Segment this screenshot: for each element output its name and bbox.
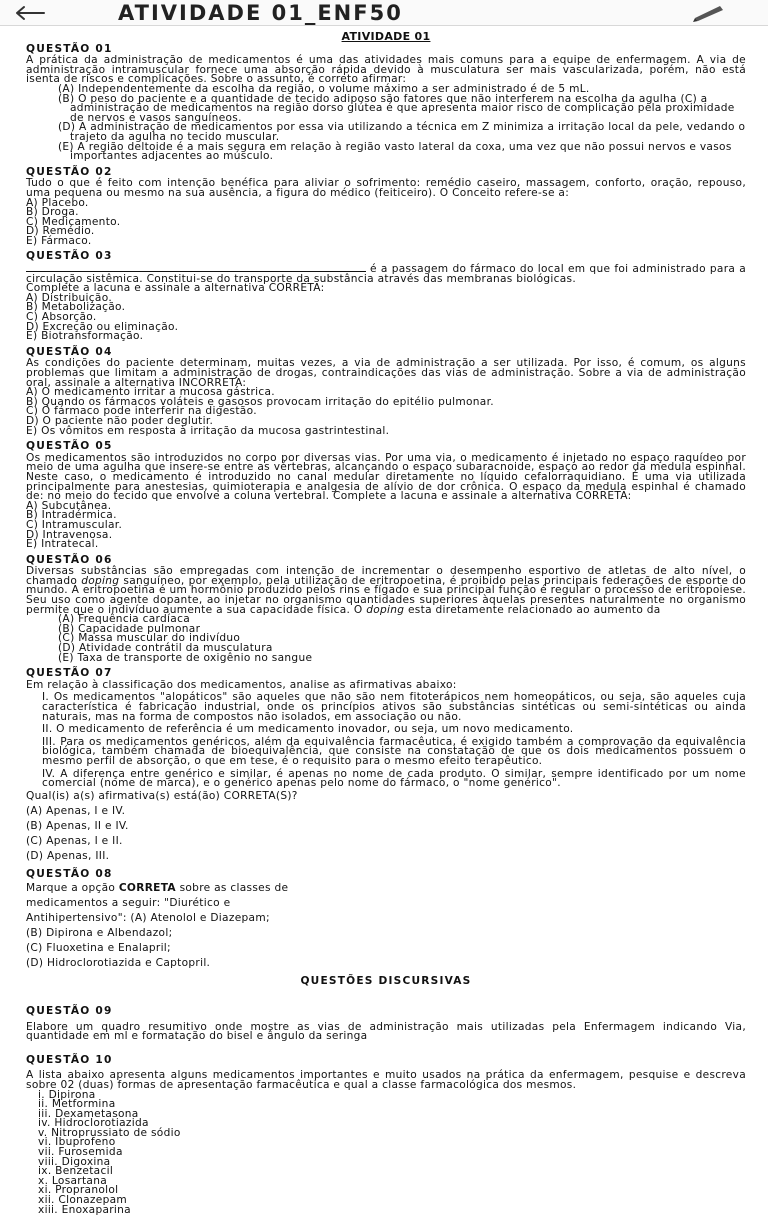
question-08 bbox=[26, 867, 746, 972]
option-a: A) Placebo. bbox=[26, 196, 89, 209]
question-heading: QUESTÃO 10 bbox=[26, 1053, 113, 1066]
question-instruction: Complete a lacuna e assinale a alternativa CORRETA: bbox=[26, 282, 325, 295]
back-arrow-icon bbox=[15, 6, 45, 20]
option-e: E) Biotransformação. bbox=[26, 330, 144, 343]
statement-ii: II. O medicamento de referência é um medicamento inovador, ou seja, um novo medicamento. bbox=[42, 723, 574, 736]
list-item: iv. Hidroclorotiazida bbox=[38, 1117, 149, 1130]
question-02 bbox=[26, 165, 746, 247]
statement-iv: IV. A diferença entre genérico e similar, é apenas no nome de cada produto. O similar, sempre identificado por um nome comercial (nome de marca), e o genérico apenas pelo nome do fármaco, o "nome genérico". bbox=[42, 767, 746, 790]
question-text: Em relação à classificação dos medicamentos, analise as afirmativas abaixo: bbox=[26, 678, 457, 691]
question-text bbox=[26, 264, 746, 284]
option-b: B) Metabolização. bbox=[26, 301, 126, 314]
question-heading: QUESTÃO 04 bbox=[26, 345, 113, 358]
page-title: ATIVIDADE 01 bbox=[341, 30, 431, 43]
option-a: A) O medicamento irritar a mucosa gástrica. bbox=[26, 386, 275, 399]
option-b: B) Droga. bbox=[26, 206, 79, 219]
question-03 bbox=[26, 252, 746, 341]
question-heading: QUESTÃO 02 bbox=[26, 165, 113, 178]
option-c: (C) Fluoxetina e Enalapril; bbox=[26, 942, 171, 955]
option-e: E) Intratecal. bbox=[26, 538, 99, 551]
list-item: x. Losartana bbox=[38, 1174, 108, 1187]
statement-iii: III. Para os medicamentos genéricos, além da equivalência farmacêutica, é exigido também a comprovação da equivalência biológica, também chamada de bioequivalência, que consiste na constatação de que os dois medicamentos possuem o mesmo perfil de absorção, o que em tese, é o requisito para o mesmo efeito terapêutico. bbox=[42, 735, 746, 767]
list-item: xiii. Enoxaparina bbox=[38, 1203, 131, 1216]
option-d: D) Intravenosa. bbox=[26, 528, 113, 541]
option-a: (A) Frequência cardíaca bbox=[58, 613, 191, 626]
list-item: xii. Clonazepam bbox=[38, 1194, 128, 1207]
emphasis-correta: CORRETA bbox=[118, 882, 176, 895]
option-c: (C) Massa muscular do indivíduo bbox=[58, 632, 241, 645]
question-text-part: é a passagem do fármaco do local em que foi administrado para a circulação sistêmica. Constitui-se do transporte da substância através das membranas biológicas. bbox=[26, 263, 746, 285]
list-item: v. Nitroprussiato de sódio bbox=[38, 1126, 181, 1139]
back-button[interactable] bbox=[0, 0, 60, 26]
option-b: (B) Dipirona e Albendazol; bbox=[26, 927, 173, 940]
question-09 bbox=[26, 1004, 746, 1043]
question-text bbox=[26, 881, 746, 896]
blank-line bbox=[26, 264, 366, 272]
question-text: Tudo o que é feito com intenção benéfica para aliviar o sofrimento: remédio caseiro, massagem, conforto, oração, repouso, uma pequena ou mesmo na sua ausência, a figura do médico (feiticeiro). O Conceito refere-se a: bbox=[26, 177, 746, 199]
question-heading: QUESTÃO 06 bbox=[26, 553, 113, 566]
option-d: (D) Apenas, III. bbox=[26, 849, 110, 862]
list-item: ix. Benzetacil bbox=[38, 1165, 114, 1178]
question-text-part: Diversas substâncias são empregadas com intenção de incrementar o desempenho esportivo de atletas de alto nível, o chamado bbox=[26, 565, 746, 587]
list-item: vii. Furosemida bbox=[38, 1146, 123, 1159]
question-01 bbox=[26, 42, 746, 163]
option-a: (A) Independentemente da escolha da região, o volume máximo a ser administrado é de 5 mL. bbox=[58, 82, 590, 95]
edit-button[interactable] bbox=[692, 2, 726, 24]
pen-icon bbox=[692, 2, 726, 24]
question-text: A prática da administração de medicamentos é uma das atividades mais comuns para a equipe de enfermagem. A via de administração intramuscular fornece uma absorção rápida devido à musculatura ser mais vascularizada, porém, não está isenta de riscos e complicações. Sobre o assunto, é correto afirmar: bbox=[26, 54, 746, 86]
option-a: A) Distribuição. bbox=[26, 291, 112, 304]
question-heading: QUESTÃO 05 bbox=[26, 440, 113, 453]
option-c: C) Absorção. bbox=[26, 311, 97, 324]
option-e: (E) A região deltoide é a mais segura em relação à região vasto lateral da coxa, uma vez que não possui nervos e vasos importantes adjacentes ao músculo. bbox=[58, 140, 732, 163]
document-title-bar: ATIVIDADE 01_ENF50 bbox=[118, 0, 403, 25]
medication-list bbox=[26, 1088, 746, 1216]
top-app-bar bbox=[0, 0, 768, 26]
option-b: B) Quando os fármacos voláteis e gasosos provocam irritação do epitélio pulmonar. bbox=[26, 395, 494, 408]
question-heading: QUESTÃO 03 bbox=[26, 250, 113, 263]
list-item: ii. Metformina bbox=[38, 1098, 116, 1111]
question-heading: QUESTÃO 01 bbox=[26, 42, 113, 55]
question-04 bbox=[26, 345, 746, 437]
option-c: (C) Apenas, I e II. bbox=[26, 834, 123, 847]
question-05 bbox=[26, 442, 746, 550]
option-b: B) Intradérmica. bbox=[26, 509, 117, 522]
option-e: E) Os vômitos em resposta à irritação da mucosa gastrintestinal. bbox=[26, 424, 390, 437]
question-10 bbox=[26, 1053, 746, 1216]
question-text: As condições do paciente determinam, muitas vezes, a via de administração a ser utilizada. Por isso, é comum, os alguns problemas que limitam a administração de drogas, contraindicações das vias de administração. Sobre a via de administração oral, assinale a alternativa INCORRETA: bbox=[26, 357, 746, 389]
option-d: (D) Hidroclorotiazida e Captopril. bbox=[26, 957, 211, 970]
question-07 bbox=[26, 669, 746, 864]
question-ask: Qual(is) a(s) afirmativa(s) está(ão) CORRETA(S)? bbox=[26, 789, 298, 802]
question-text-part: Marque a opção bbox=[26, 882, 119, 895]
question-text: Os medicamentos são introduzidos no corpo por diversas vias. Por uma via, o medicamento é injetado no espaço raquídeo por meio de uma agulha que insere-se entre as vértebras, alcançando o espaço subaracnoide, espaço ao redor da medula espinhal. Neste caso, o medicamento é introduzido no canal medular diretamente no líquido cefalorraquidiano. É uma via utilizada principalmente para anestesias, quimioterapia e analgesia de alívio de dor crônica. O espaço da medula espinhal é chamado de: no meio do tecido que envolve a coluna vertebral. Complete a lacuna e assinale a alternativa CORRETA: bbox=[26, 451, 746, 503]
question-text-part: sobre as classes de bbox=[175, 882, 289, 895]
option-d: D) Excreção ou eliminação. bbox=[26, 320, 179, 333]
option-d: D) O paciente não poder deglutir. bbox=[26, 414, 214, 427]
option-c: C) Intramuscular. bbox=[26, 518, 123, 531]
option-c: C) Medicamento. bbox=[26, 215, 121, 228]
option-b: (B) O peso do paciente e a quantidade de tecido adiposo são fatores que não interferem na escolha da agulha (C) a administração de medicamentos na região dorso glútea é que apresenta maior risco de complicação pela proximidade de nervos e vasos sanguíneos. bbox=[58, 92, 735, 124]
question-06 bbox=[26, 553, 746, 664]
question-heading: QUESTÃO 07 bbox=[26, 667, 113, 680]
statement-i: I. Os medicamentos "alopáticos" são aqueles que não são nem fitoterápicos nem homeopáticos, ou seja, são aqueles cuja característica é fabricação industrial, onde os princípios ativos são substâncias sintéticas ou semi-sintéticas ou ainda naturais, mas na forma de compostos não isolados, em associação ou não. bbox=[42, 691, 746, 723]
option-d: (D) A administração de medicamentos por essa via utilizando a técnica em Z minimiza a irritação local da pele, vedando o trajeto da agulha no tecido muscular. bbox=[58, 121, 746, 143]
option-a: (A) Apenas, I e IV. bbox=[26, 804, 126, 817]
option-e: (E) Taxa de transporte de oxigênio no sangue bbox=[58, 651, 313, 664]
italic-term: doping bbox=[366, 603, 405, 616]
question-text-part: sanguíneo, por exemplo, pela utilização de eritropoetina, é proibido pelas principais federações de esporte do mundo. A eritropoetina é um hormônio produzido pelos rins e fígado e sua principal função é regular o processo de eritropoiese. Seu uso como agente dopante, ao injetar no organismo quantidades superiores àquelas presentes naturalmente no organismo permite que o indivíduo aumente a sua capacidade física. O bbox=[26, 574, 746, 616]
option-e: E) Fármaco. bbox=[26, 234, 92, 247]
list-item: vi. Ibuprofeno bbox=[38, 1136, 116, 1149]
section-heading: QUESTÕES DISCURSIVAS bbox=[300, 975, 472, 988]
question-text: Elabore um quadro resumitivo onde mostre as vias de administração mais utilizadas pela Enfermagem indicando Via, quantidade em ml e formatação do bisel e ângulo da seringa bbox=[26, 1020, 746, 1043]
option-d: D) Remédio. bbox=[26, 225, 95, 238]
document-page bbox=[26, 30, 746, 1216]
option-b: (B) Capacidade pulmonar bbox=[58, 622, 201, 635]
option-b: (B) Apenas, II e IV. bbox=[26, 819, 129, 832]
question-text-part: esta diretamente relacionado ao aumento da bbox=[404, 603, 661, 616]
list-item: i. Dipirona bbox=[38, 1088, 96, 1101]
question-text-line: medicamentos a seguir: "Diurético e bbox=[26, 897, 231, 910]
option-c: C) O fármaco pode interferir na digestão. bbox=[26, 405, 257, 418]
list-item: iii. Dexametasona bbox=[38, 1107, 139, 1120]
italic-term: doping bbox=[81, 574, 120, 587]
option-d: (D) Atividade contrátil da musculatura bbox=[58, 642, 273, 655]
list-item: xi. Propranolol bbox=[38, 1184, 119, 1197]
question-text: A lista abaixo apresenta alguns medicamentos importantes e muito usados na prática da enfermagem, pesquise e descreva sobre 02 (duas) formas de apresentação farmacêutica e qual a classe farmacológica dos mesmos. bbox=[26, 1069, 746, 1091]
option-a: A) Subcutânea. bbox=[26, 499, 112, 512]
question-heading: QUESTÃO 08 bbox=[26, 867, 113, 880]
option-a: Antihipertensivo": (A) Atenolol e Diazepam; bbox=[26, 912, 270, 925]
question-heading: QUESTÃO 09 bbox=[26, 1004, 113, 1017]
list-item: viii. Digoxina bbox=[38, 1155, 111, 1168]
question-text bbox=[26, 567, 746, 615]
